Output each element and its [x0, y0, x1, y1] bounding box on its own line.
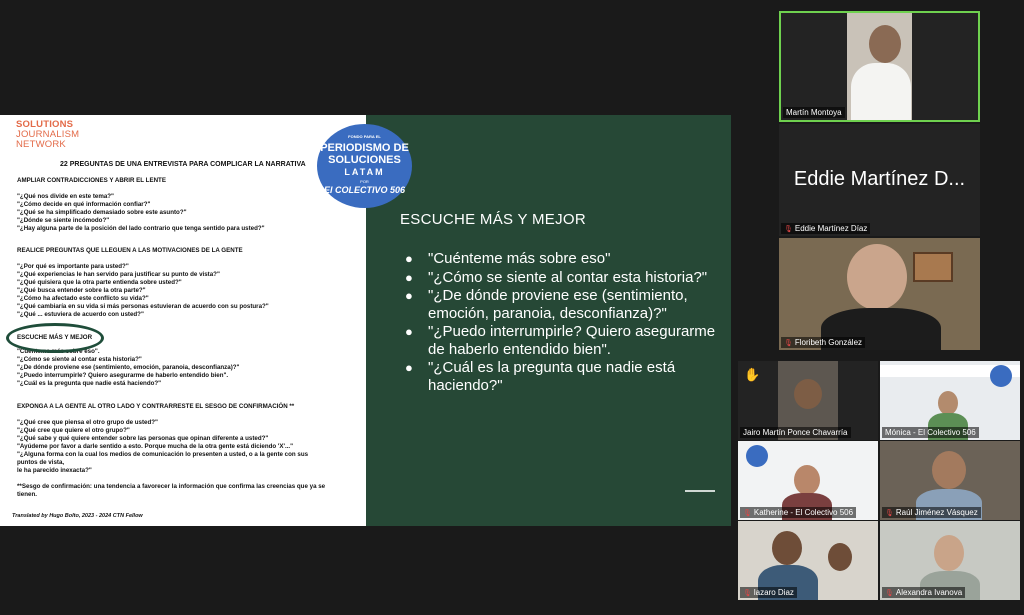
person-head [794, 379, 822, 409]
tile-alexandra[interactable] [880, 521, 1020, 600]
mic-muted-icon: 🎙 [885, 510, 894, 517]
badge-por: POR [360, 179, 369, 184]
question: "¿Qué cambiaría en su vida si más personas estuvieran de acuerdo con su postura?" [17, 303, 269, 310]
name-tag: 🎙 lazaro Diaz [740, 587, 797, 598]
tile-martin[interactable] [779, 11, 980, 122]
question: "¿Cómo ha afectado este conflicto su vida?" [17, 295, 149, 302]
question: "¿Cómo se siente al contar esta historia?" [17, 356, 142, 363]
badge-collective: El COLECTIVO 506 [323, 185, 406, 195]
video-feed [847, 13, 912, 120]
question: le ha parecido inexacta?" [17, 467, 92, 474]
question: "Ayúdeme por favor a darle sentido a esto. Porque mucha de la otra gente está diciendo 'X'..." [17, 443, 294, 450]
doc-note: **Sesgo de confirmación: una tendencia a favorecer la información que confirma las creencias que ya se [17, 483, 326, 490]
tile-lazaro[interactable] [738, 521, 878, 600]
section-heading: REALICE PREGUNTAS QUE LLEGUEN A LAS MOTIVACIONES DE LA GENTE [17, 247, 243, 254]
badge-small: FONDO PARA EL [348, 134, 381, 139]
question: "¿Qué cree que piensa el otro grupo de usted?" [17, 419, 158, 426]
tile-floribeth[interactable] [779, 238, 980, 350]
badge-line-3: LATAM [344, 167, 385, 177]
question: "¿Qué nos divide en este tema?" [17, 193, 114, 200]
fund-logo-icon [746, 445, 768, 467]
name-tag: Mónica - El Colectivo 506 [882, 427, 979, 438]
slide-bullet: ● "Cuénteme más sobre eso" [405, 250, 611, 267]
mic-muted-icon: 🎙 [784, 340, 793, 347]
question: "¿Cuál es la pregunta que nadie está haciendo?" [17, 380, 162, 387]
name-tag: 🎙 Floribeth González [781, 337, 865, 348]
person-head [934, 535, 964, 571]
question: "¿Qué sabe y qué quiere entender sobre las personas que opinan diferente a usted?" [17, 435, 269, 442]
question: "¿Qué cree que quiere el otro grupo?" [17, 427, 130, 434]
name-tag: 🎙 Raúl Jiménez Vásquez [882, 507, 981, 518]
question: "¿Qué busca entender sobre la otra parte?" [17, 287, 146, 294]
person-head [772, 531, 802, 565]
slide-divider [685, 490, 715, 492]
mic-muted-icon: 🎙 [885, 590, 894, 597]
section-heading: ESCUCHE MÁS Y MEJOR [17, 334, 93, 341]
slide-bullet: ● "¿Cuál es la pregunta que nadie está haciendo?" [405, 359, 676, 394]
logo-line-3: NETWORK [16, 139, 66, 150]
highlight-ellipse [6, 323, 104, 353]
question: "¿Qué ... estuviera de acuerdo con usted?" [17, 311, 144, 318]
slide-bullet: ● "¿Cómo se siente al contar esta historia?" [405, 268, 708, 286]
tile-jairo[interactable] [738, 361, 878, 440]
question: "¿Puedo interrumpirle? Quiero asegurarme de haberlo entendido bien". [17, 372, 229, 379]
fund-logo-icon [990, 365, 1012, 387]
shared-slide [0, 115, 731, 526]
participant-name-large: Eddie Martínez D... [793, 168, 966, 190]
badge-line-1: PERIODISMO DE [320, 142, 409, 154]
document-page [0, 115, 366, 526]
question: "Cuénteme más sobre eso". [17, 348, 100, 355]
section-heading: EXPONGA A LA GENTE AL OTRO LADO Y CONTRARRESTE EL SESGO DE CONFIRMACIÓN ** [17, 403, 295, 410]
question: "¿Hay alguna parte de la posición del lado contrario que tenga sentido para usted?" [17, 225, 265, 232]
person-head [794, 465, 820, 495]
tile-raul[interactable] [880, 441, 1020, 520]
logo-line-2: JOURNALISM [16, 129, 80, 140]
person-head [938, 391, 958, 415]
badge-line-2: SOLUCIONES [328, 154, 401, 166]
wall-picture [913, 252, 953, 282]
doc-section-1 [17, 177, 265, 233]
sjn-logo [16, 120, 79, 150]
name-tag: Jairo Martín Ponce Chavarría [740, 427, 851, 438]
name-tag: 🎙 Eddie Martínez Díaz [781, 223, 870, 234]
question: "¿Cómo decide en qué información confiar?" [17, 201, 151, 208]
person-body [851, 63, 911, 122]
person-head [932, 451, 966, 489]
doc-title: 22 PREGUNTAS DE UNA ENTREVISTA PARA COMPLICAR LA NARRATIVA [60, 161, 306, 168]
slide-bullet: ● "¿De dónde proviene ese (sentimiento, emoción, paranoia, desconfianza)?" [405, 287, 688, 322]
video-feed [779, 238, 980, 350]
periodismo-soluciones-badge [317, 124, 412, 208]
doc-note-2: tienen. [17, 491, 37, 498]
slide-bullet-list [402, 250, 717, 395]
doc-section-4 [17, 403, 325, 499]
tile-eddie[interactable] [779, 124, 980, 236]
question: puntos de vista, [17, 459, 65, 466]
question: "¿De dónde proviene ese (sentimiento, emoción, paranoia, desconfianza)?" [17, 364, 240, 371]
name-tag: Martín Montoya [783, 107, 845, 118]
person-head [869, 25, 901, 63]
slide-green-panel [366, 115, 731, 526]
logo-line-1: SOLUTIONS [16, 119, 74, 130]
mic-muted-icon: 🎙 [784, 226, 793, 233]
person-head-2 [828, 543, 852, 571]
mic-muted-icon: 🎙 [743, 510, 752, 517]
tile-monica[interactable] [880, 361, 1020, 440]
name-tag: 🎙 Katherine - El Colectivo 506 [740, 507, 856, 518]
question: "¿Por qué es importante para usted?" [17, 263, 129, 270]
doc-section-2 [17, 247, 269, 319]
question: "¿Alguna forma con la cual los medios de comunicación lo presenten a usted, o a la gente con sus [17, 451, 309, 458]
question: "¿Qué se ha simplificado demasiado sobre este asunto?" [17, 209, 187, 216]
section-heading: AMPLIAR CONTRADICCIONES Y ABRIR EL LENTE [17, 177, 166, 184]
raised-hand-icon: ✋ [744, 367, 761, 382]
tile-katherine[interactable] [738, 441, 878, 520]
slide-heading: ESCUCHE MÁS Y MEJOR [400, 211, 587, 228]
slide-bullet: ● "¿Puedo interrumpirle? Quiero asegurarme de haberlo entendido bien". [405, 323, 716, 358]
question: "¿Qué quisiera que la otra parte entienda sobre usted?" [17, 279, 182, 286]
mic-muted-icon: 🎙 [743, 590, 752, 597]
doc-footer: Translated by Hugo Bolto, 2023 - 2024 CTN Fellow [12, 513, 143, 519]
question: "¿Qué experiencias le han servido para justificar su punto de vista?" [17, 271, 220, 278]
person-head [847, 244, 907, 310]
name-tag: 🎙 Alexandra Ivanova [882, 587, 965, 598]
question: "¿Dónde se siente incómodo?" [17, 217, 110, 224]
